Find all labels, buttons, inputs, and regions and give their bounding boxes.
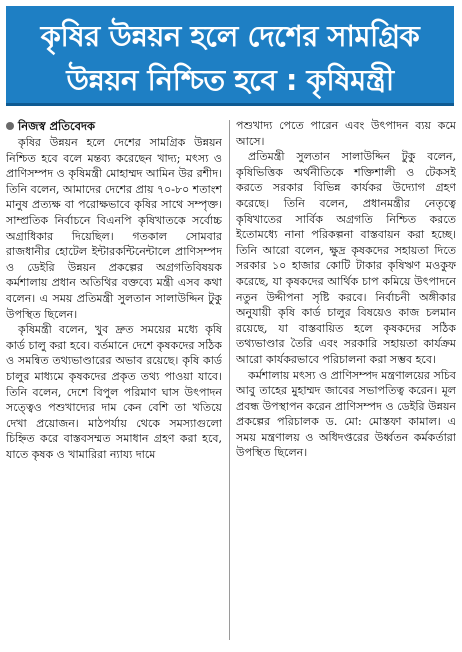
headline-line-1: কৃষির উন্নয়ন হলে দেশের সামগ্রিক bbox=[40, 19, 420, 53]
paragraph: কর্মশালায় মৎস্য ও প্রাণিসম্পদ মন্ত্রণালয়ের সচিব আবু তাহের মুহাম্মদ জাবের সভাপতিত্ব করেন। মূল প্রবন্ধ উপস্থাপন করেন প্রাণিসম্পদ ও ডেইরি উন্নয়ন প্রকল্পের পরিচালক ড. মো: মোস্তফা কামাল। এ সময় মন্ত্রণালয় ও অধিদপ্তরের উর্ধ্বতন কর্মকর্তারা উপস্থিত ছিলেন। bbox=[236, 368, 456, 460]
byline bbox=[6, 118, 222, 134]
paragraph-continued: পশুখাদ্য পেতে পারেন এবং উৎপাদন ব্যয় কমে আসে। bbox=[236, 119, 456, 148]
left-column bbox=[6, 118, 222, 648]
paragraph: প্রতিমন্ত্রী সুলতান সালাউদ্দিন টুকু বলেন, কৃষিভিত্তিক অর্থনীতিকে শক্তিশালী ও টেকসই করতে সরকার বিভিন্ন কার্যকর উদ্যোগ গ্রহণ করেছে। তিনি বলেন, প্রধানমন্ত্রীর নেতৃত্বে কৃষিখাতের সার্বিক অগ্রগতি নিশ্চিত করতে ইতোমধ্যে নানা পরিকল্পনা বাস্তবায়ন করা হচ্ছে। তিনি আরো বলেন, ক্ষুদ্র কৃষকদের সহায়তা দিতে সরকার ১০ হাজার কোটি টাকার কৃষিঋণ মওকুফ করেছে, যা কৃষকদের আর্থিক চাপ কমিয়ে উৎপাদনে নতুন উদ্দীপনা সৃষ্টি করবে। নির্বাচনী অঙ্গীকার অনুযায়ী কৃষি কার্ড চালুর বিষয়েও কাজ চলমান রয়েছে, যা বাস্তবায়িত হলে কৃষকদের সঠিক তথ্যভাণ্ডার তৈরি এবং সরকারি সহায়তা কার্যক্রম আরো কার্যকরভাবে পরিচালনা করা সম্ভব হবে। bbox=[236, 150, 456, 366]
article-body bbox=[6, 118, 456, 648]
paragraph: কৃষিমন্ত্রী বলেন, খুব দ্রুত সময়ের মধ্যে কৃষি কার্ড চালু করা হবে। বর্তমানে দেশে কৃষকদের সঠিক ও সমন্বিত তথ্যভাণ্ডারের অভাব রয়েছে। কৃষি কার্ড চালুর মাধ্যমে কৃষকদের প্রকৃত তথ্য পাওয়া যাবে। তিনি বলেন, দেশে বিপুল পরিমাণ ঘাস উৎপাদন সত্ত্বেও পশুখাদ্যের দাম কেন বেশি তা খতিয়ে দেখা প্রয়োজন। মাঠপর্যায় থেকে সমস্যাগুলো চিহ্নিত করে বাস্তবসম্মত সমাধান গ্রহণ করা হবে, যাতে কৃষক ও খামারিরা ন্যায্য দামে bbox=[6, 323, 222, 461]
column-divider bbox=[229, 120, 230, 640]
byline-text: নিজস্ব প্রতিবেদক bbox=[18, 119, 96, 133]
paragraph: কৃষির উন্নয়ন হলে দেশের সামগ্রিক উন্নয়ন নিশ্চিত হবে বলে মন্তব্য করেছেন খাদ্য; মৎস্য ও প্রাণিসম্পদ ও কৃষিমন্ত্রী মোহাম্মদ আমিন উর রশীদ। তিনি বলেন, আমাদের দেশের প্রায় ৭০-৮০ শতাংশ মানুষ প্রত্যক্ষ বা পরোক্ষভাবে কৃষির সাথে সম্পৃক্ত। সাম্প্রতিক নির্বাচনে বিএনপি কৃষিখাতকে সর্বোচ্চ অগ্রাধিকার দিয়েছিল। গতকাল সোমবার রাজধানীর হোটেল ইন্টারকন্টিনেন্টালে প্রাণিসম্পদ ও ডেইরি উন্নয়ন প্রকল্পের অগ্রগতিবিষয়ক কর্মশালায় প্রধান অতিথির বক্তব্যে মন্ত্রী এসব কথা বলেন। এ সময় প্রতিমন্ত্রী সুলতান সালাউদ্দিন টুকু উপস্থিত ছিলেন। bbox=[6, 136, 222, 321]
headline-banner bbox=[6, 6, 454, 106]
bullet-icon bbox=[6, 122, 14, 130]
right-column bbox=[236, 118, 456, 648]
headline-line-2: উন্নয়ন নিশ্চিত হবে : কৃষিমন্ত্রী bbox=[66, 63, 394, 97]
